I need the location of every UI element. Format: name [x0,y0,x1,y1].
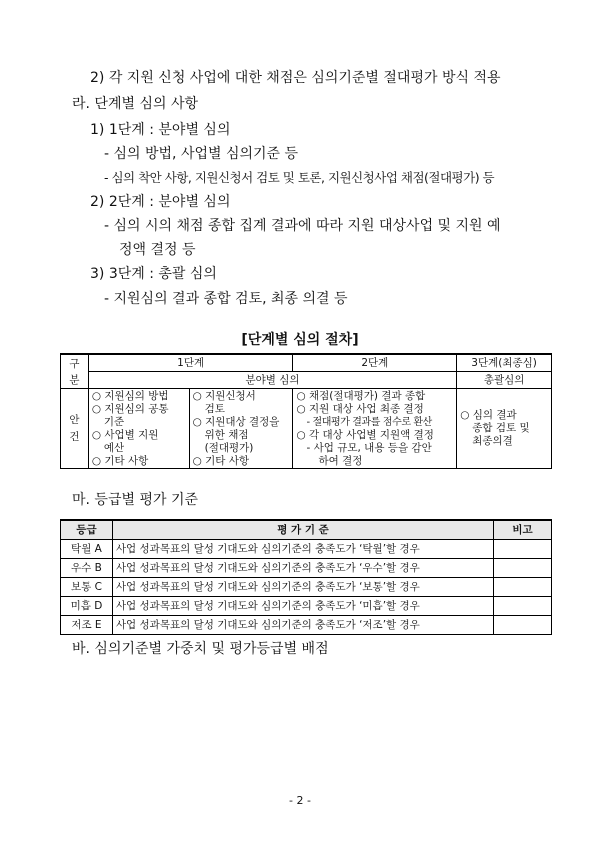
step2-bullet-a1: - 심의 시의 채점 종합 집계 결과에 따라 지원 대상사업 및 지원 예 [104,218,501,234]
table-row [61,559,552,578]
step3-text: 3) 3단계 : 총괄 심의 [90,266,217,282]
step1-bullet-b: - 심의 착안 사항, 지원신청서 검토 및 토론, 지원신청사업 채점(절대평가) 등 [104,170,495,185]
grade-cell: 우수 B [61,559,113,578]
grade-cell: 보통 C [61,578,113,597]
stage1-content-b: ○ 지원신청서 검토 ○ 지원대상 결정을 위한 채점 (절대평가) ○ 기타 사항 [189,389,293,469]
stage1-header: 1단계 [88,354,293,372]
criteria-cell: 사업 성과목표의 달성 기대도와 심의기준의 충족도가 ‘저조’할 경우 [112,616,493,635]
note-cell [494,616,552,635]
grade-table [60,519,552,635]
stage2-content: ○ 채점(절대평가) 결과 종합 ○ 지원 대상 사업 최종 결정 - 절대평가 결과를 점수로 환산 ○ 각 대상 사업별 지원액 결정 - 사업 규모, 내용 등을 감안 하여 결정 [293,389,457,469]
note-cell [494,597,552,616]
stage1-content-a: ○ 지원심의 방법 ○ 지원심의 공통 기준 ○ 사업별 지원 예산 ○ 기타 사항 [88,389,189,469]
stage3-content: ○ 심의 결과 종합 검토 및 최종의결 [457,389,552,469]
page-number: - 2 - [289,794,311,807]
sub-total-header: 총괄심의 [457,372,552,389]
section-ra-heading: 라. 단계별 심의 사항 [72,96,198,112]
section-ba-heading: 바. 심의기준별 가중치 및 평가등급별 배점 [72,641,329,657]
process-table-title: [단계별 심의 절차] [241,332,359,348]
step3-bullet-a: - 지원심의 결과 종합 검토, 최종 의결 등 [104,291,348,307]
item-2-text: 2) 각 지원 신청 사업에 대한 채점은 심의기준별 절대평가 방식 적용 [90,70,501,86]
note-cell [494,540,552,559]
table-row [61,616,552,635]
note-cell [494,559,552,578]
step1-bullet-a: - 심의 방법, 사업별 심의기준 등 [104,146,299,162]
stage3-header: 3단계(최종심) [457,354,552,372]
step1-text: 1) 1단계 : 분야별 심의 [90,122,231,138]
sub-field-header: 분야별 심의 [88,372,456,389]
grade-cell: 미흡 D [61,597,113,616]
grade-header: 등급 [61,520,113,540]
criteria-header: 평 가 기 준 [112,520,493,540]
col-gubun-header: 구 분 [61,354,89,389]
note-cell [494,578,552,597]
grade-cell: 저조 E [61,616,113,635]
criteria-cell: 사업 성과목표의 달성 기대도와 심의기준의 충족도가 ‘보통’할 경우 [112,578,493,597]
table-row [61,540,552,559]
criteria-cell: 사업 성과목표의 달성 기대도와 심의기준의 충족도가 ‘탁월’할 경우 [112,540,493,559]
step2-bullet-a2: 정액 결정 등 [119,242,196,258]
grade-cell: 탁월 A [61,540,113,559]
table-row [61,578,552,597]
table-row [61,597,552,616]
criteria-cell: 사업 성과목표의 달성 기대도와 심의기준의 충족도가 ‘우수’할 경우 [112,559,493,578]
step2-text: 2) 2단계 : 분야별 심의 [90,194,231,210]
note-header: 비고 [494,520,552,540]
stage2-header: 2단계 [293,354,457,372]
process-table [60,353,552,469]
content-row-label: 안 건 [61,389,89,469]
criteria-cell: 사업 성과목표의 달성 기대도와 심의기준의 충족도가 ‘미흡’할 경우 [112,597,493,616]
section-ma-heading: 마. 등급별 평가 기준 [72,492,198,508]
